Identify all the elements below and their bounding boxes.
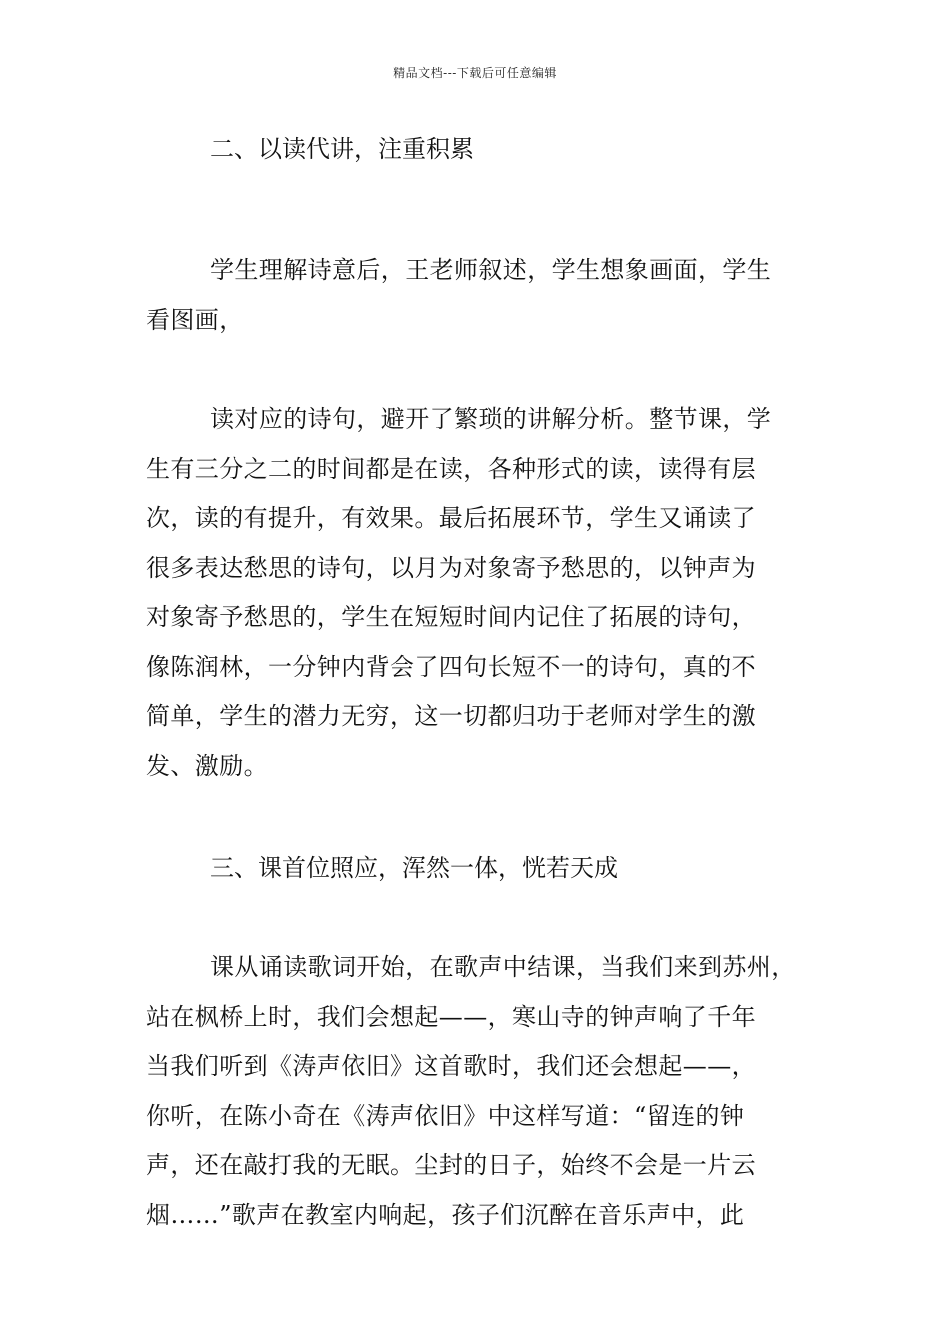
page-header: 精品文档---下载后可任意编辑	[393, 66, 557, 80]
paragraph-line: 看图画，	[146, 305, 244, 334]
paragraph-line: 对象寄予愁思的，学生在短短时间内记住了拓展的诗句，	[146, 603, 756, 631]
paragraph-line: 站在枫桥上时，我们会想起——，寒山寺的钟声响了千年	[146, 1002, 756, 1031]
paragraph-line: 当我们听到《涛声依旧》这首歌时，我们还会想起——，	[146, 1052, 756, 1080]
paragraph-line: 你听，在陈小奇在《涛声依旧》中这样写道：“留连的钟	[146, 1101, 745, 1130]
paragraph-line: 次，读的有提升，有效果。最后拓展环节，学生又诵读了	[146, 504, 756, 532]
paragraph-line: 声，还在敲打我的无眠。尘封的日子，始终不会是一片云	[146, 1151, 756, 1179]
document-body	[146, 124, 814, 1240]
paragraph-line: 课从诵读歌词开始，在歌声中结课，当我们来到苏州，	[210, 953, 796, 981]
paragraph-line: 烟……”歌声在教室内响起，孩子们沉醉在音乐声中，此	[146, 1200, 745, 1229]
paragraph-1	[146, 246, 814, 345]
section-heading-3: 三、课首位照应，浑然一体，恍若天成	[210, 854, 618, 882]
paragraph-line: 发、激励。	[146, 751, 268, 780]
paragraph-3	[146, 943, 814, 1240]
paragraph-line: 读对应的诗句，避开了繁琐的讲解分析。整节课，学	[210, 405, 772, 433]
paragraph-line: 生有三分之二的时间都是在读，各种形式的读，读得有层	[146, 454, 756, 483]
paragraph-line: 学生理解诗意后，王老师叙述，学生想象画面，学生	[210, 256, 772, 284]
paragraph-line: 很多表达愁思的诗句，以月为对象寄予愁思的，以钟声为	[146, 553, 756, 582]
paragraph-line: 简单，学生的潜力无穷，这一切都归功于老师对学生的激	[146, 702, 756, 730]
section-heading-2: 二、以读代讲，注重积累	[210, 135, 474, 163]
paragraph-2	[146, 395, 814, 791]
paragraph-line: 像陈润林，一分钟内背会了四句长短不一的诗句，真的不	[146, 652, 756, 681]
